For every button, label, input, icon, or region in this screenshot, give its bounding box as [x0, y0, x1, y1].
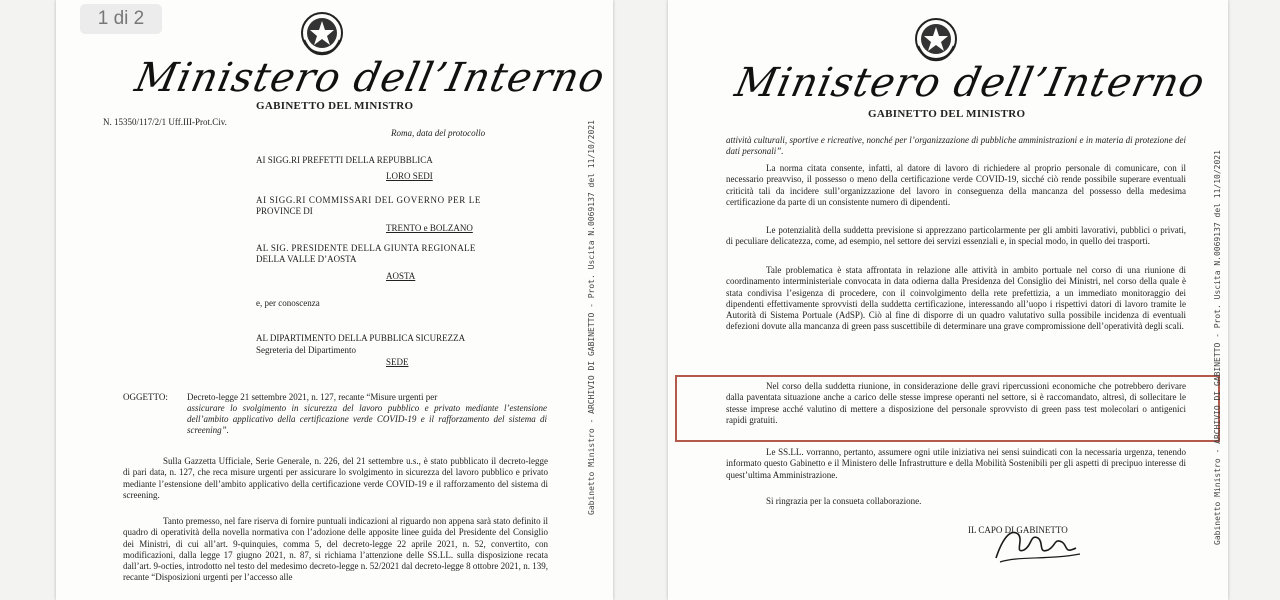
recipient-3-line2: DELLA VALLE D’AOSTA [256, 254, 357, 264]
recipient-2: AI SIGG.RI COMMISSARI DEL GOVERNO PER LE [256, 195, 481, 205]
right-paragraph-5: Le SS.LL. vorranno, pertanto, assumere ogni utile iniziativa nei sensi suindicati con la necessaria urgenza, tenendo informato questo Gabinetto e il Ministero delle Infrastrutture e della Mobilità Sostenibili per gli aspetti di precipuo interesse di quest’ultima Amministrazione. [726, 447, 1186, 480]
left-margin-stamp: Gabinetto Ministro - ARCHIVIO DI GABINETTO - Prot. Uscita N.0069137 del 11/10/2021 [587, 120, 596, 515]
protocol-number: N. 15350/117/2/1 Uff.III-Prot.Civ. [103, 117, 227, 127]
signatory-title: IL CAPO DI GABINETTO [968, 525, 1068, 535]
recipient-3-city: AOSTA [386, 271, 416, 281]
recipient-1-city: LORO SEDI [386, 171, 433, 181]
right-paragraph-4: Nel corso della suddetta riunione, in considerazione delle gravi ripercussioni economiche che potrebbero derivare dalla paventata situazione anche a carico delle stesse imprese operanti nel settore, si è raccomandato, altresì, di sollecitare le stesse imprese acché valutino di mettere a disposizione del personale sprovvisto di green pass test molecolari o antigenici rapidi gratuiti. [726, 381, 1186, 425]
page-indicator-badge: 1 di 2 [80, 4, 162, 34]
ministry-letterhead: Ministero dell’Interno [731, 60, 1210, 106]
subject-first-line: Decreto-legge 21 settembre 2021, n. 127, recante “Misure urgenti per [187, 392, 438, 402]
recipient-3: AL SIG. PRESIDENTE DELLA GIUNTA REGIONALE [256, 243, 476, 253]
cc-city: SEDE [386, 357, 409, 367]
right-paragraph-3: Tale problematica è stata affrontata in relazione alle attività in ambito portuale nel corso di una riunione di coordinamento interministeriale convocata in data odierna dalla Presidenza del Consiglio dei Ministri, nel corso della quale è stata condivisa l’esigenza di procedere, con il coinvolgimento della rete prefettizia, a un immediato monitoraggio dei dipendenti effettivamente sprovvisti della suddetta certificazione, interessando all’uopo i rispettivi datori di lavoro tramite le Autorità di Sistema Portuale (AdSP). Ciò al fine di disporre di un quadro valutativo sulla possibile incidenza di eventuali defezioni dovute alla mancanza di green pass suscettibile di determinare una grave compromissione dell’operatività degli scali. [726, 265, 1186, 332]
thanks-line: Si ringrazia per la consueta collaborazione. [766, 496, 922, 506]
recipient-1: AI SIGG.RI PREFETTI DELLA REPUBBLICA [256, 155, 433, 165]
subject-label: OGGETTO: [123, 392, 168, 402]
handwritten-signature [988, 520, 1088, 565]
left-paragraph-1: Sulla Gazzetta Ufficiale, Serie Generale, n. 226, del 21 settembre u.s., è stato pubblicato il decreto-legge di pari data, n. 127, che reca misure urgenti per assicurare lo svolgimento in sicurezza del lavoro pubblico e privato mediante l’estensione dell’ambito applicativo della certificazione verde COVID-19 e il rafforzamento del sistema di screening. [123, 456, 548, 500]
right-margin-stamp: Gabinetto Ministro - ARCHIVIO DI GABINETTO - Prot. Uscita N.0069137 del 11/10/2021 [1213, 150, 1222, 545]
right-paragraph-2: Le potenzialità della suddetta previsione si apprezzano particolarmente per gli ambiti lavorativi, pubblici o privati, di peculiare delicatezza, come, ad esempio, nel settore dei servizi essenziali e, in special modo, in quello dei trasporti. [726, 225, 1186, 247]
recipient-2-city: TRENTO e BOLZANO [386, 223, 473, 233]
cc-label: e, per conoscenza [256, 298, 320, 308]
continuation-text: attività culturali, sportive e ricreative, nonché per l’organizzazione di pubbliche amministrazioni e in materia di protezione dei dati personali”. [726, 135, 1186, 156]
office-heading: GABINETTO DEL MINISTRO [868, 108, 1026, 120]
office-heading: GABINETTO DEL MINISTRO [256, 100, 414, 112]
left-paragraph-2: Tanto premesso, nel fare riserva di fornire puntuali indicazioni al riguardo non appena sarà stato definito il quadro di operatività della novella normativa con l’adozione delle apposite linee guida del Presidente del Consiglio dei Ministri, di cui all’art. 9-quinquies, comma 5, del decreto-legge 22 aprile 2021, n. 52, convertito, con modificazioni, dalla legge 17 giugno 2021, n. 87, si richiama l’attenzione delle SS.LL. sulla disposizione recata dall’art. 9-octies, introdotto nel testo del medesimo decreto-legge n. 52/2021 dal decreto-legge 8 ottobre 2021, n. 139, recante “Disposizioni urgenti per l’accesso alle [123, 516, 548, 583]
republic-emblem-icon [300, 10, 344, 56]
recipient-2-line2: PROVINCE DI [256, 206, 313, 216]
document-page-2 [668, 0, 1228, 600]
subject-body: assicurare lo svolgimento in sicurezza del lavoro pubblico e privato mediante l’estensione dell’ambito applicativo della certificazione verde COVID-19 e il rafforzamento del sistema di screening”. [187, 403, 547, 435]
cc-sub: Segreteria del Dipartimento [256, 345, 356, 355]
republic-emblem-icon [914, 16, 958, 62]
cc-recipient: AL DIPARTIMENTO DELLA PUBBLICA SICUREZZA [256, 333, 466, 343]
ministry-letterhead: Ministero dell’Interno [131, 55, 610, 101]
place-date: Roma, data del protocollo [391, 128, 486, 138]
document-page-1 [56, 0, 613, 600]
right-paragraph-1: La norma citata consente, infatti, al datore di lavoro di richiedere al proprio personale di comunicare, con il necessario preavviso, il possesso o meno della certificazione verde COVID-19, sicché ciò rende possibile superare eventuali criticità tali da incidere sull’organizzazione del lavoro in conseguenza della mancanza del possesso della medesima certificazione da parte di un consistente numero di dipendenti. [726, 163, 1186, 207]
